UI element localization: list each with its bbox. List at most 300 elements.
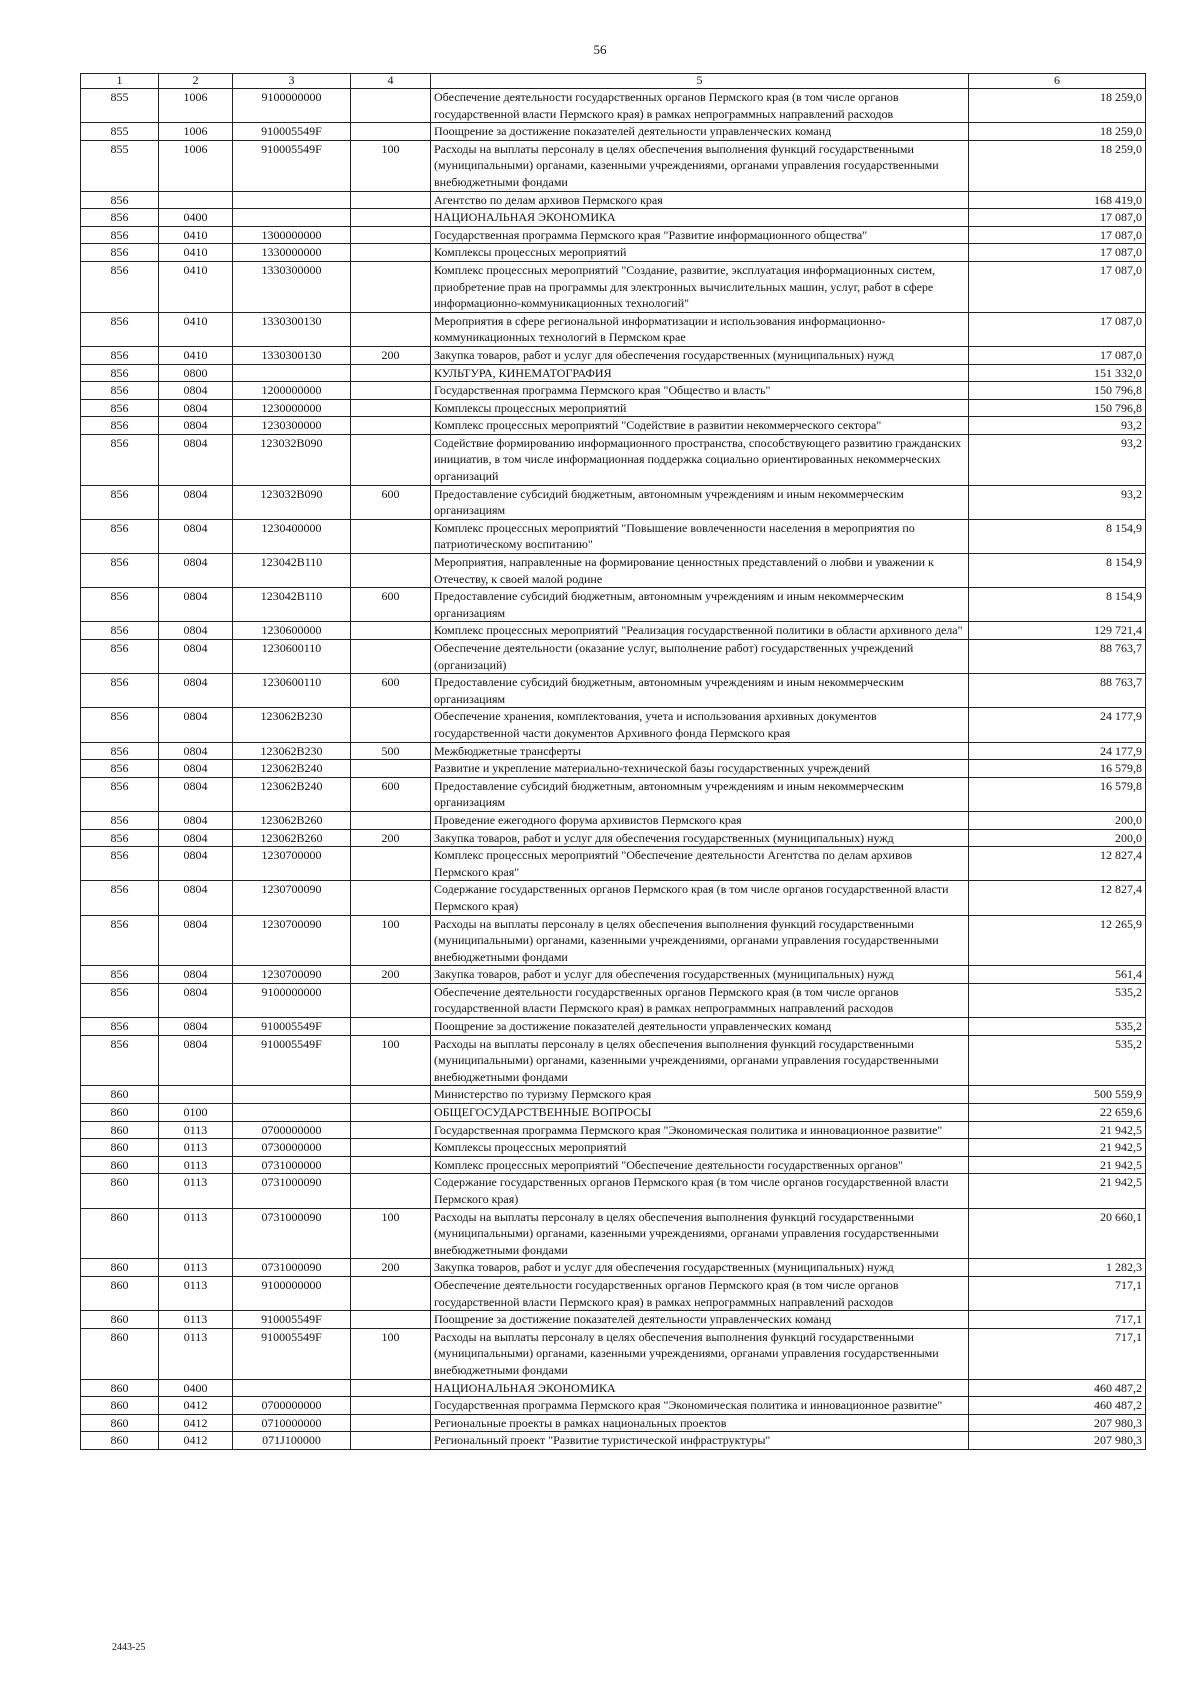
target-cell: 0710000000 [233,1414,351,1432]
header-cell-2: 2 [159,74,233,89]
section-cell: 1006 [159,89,233,123]
description-cell: Предоставление субсидий бюджетным, автономным учреждениям и иным некоммерческим организациям [431,777,969,811]
amount-cell: 8 154,9 [969,554,1146,588]
code-cell: 856 [81,1018,159,1036]
target-cell: 1230300000 [233,417,351,435]
table-row [81,554,1146,588]
table-row [81,588,1146,622]
amount-cell: 21 942,5 [969,1174,1146,1208]
amount-cell: 1 282,3 [969,1259,1146,1277]
table-row [81,382,1146,400]
expense-type-cell [351,123,431,141]
target-cell: 0700000000 [233,1397,351,1415]
header-cell-1: 1 [81,74,159,89]
expense-type-cell [351,519,431,553]
table-row [81,1174,1146,1208]
expense-type-cell [351,226,431,244]
table-row [81,312,1146,346]
section-cell: 0804 [159,742,233,760]
expense-type-cell: 100 [351,140,431,191]
code-cell: 860 [81,1432,159,1450]
expense-type-cell [351,364,431,382]
code-cell: 856 [81,777,159,811]
table-row [81,1432,1146,1450]
code-cell: 856 [81,485,159,519]
target-cell: 1230600000 [233,622,351,640]
budget-table [80,73,1146,1450]
expense-type-cell: 100 [351,1328,431,1379]
section-cell: 0804 [159,399,233,417]
section-cell: 0412 [159,1414,233,1432]
amount-cell: 12 265,9 [969,915,1146,966]
code-cell: 856 [81,674,159,708]
expense-type-cell [351,847,431,881]
code-cell: 856 [81,209,159,227]
section-cell: 0804 [159,434,233,485]
section-cell: 0804 [159,881,233,915]
description-cell: Закупка товаров, работ и услуг для обеспечения государственных (муниципальных) нужд [431,829,969,847]
amount-cell: 150 796,8 [969,399,1146,417]
code-cell: 856 [81,261,159,312]
section-cell: 0804 [159,622,233,640]
expense-type-cell [351,1276,431,1310]
amount-cell: 93,2 [969,485,1146,519]
description-cell: Закупка товаров, работ и услуг для обеспечения государственных (муниципальных) нужд [431,1259,969,1277]
target-cell: 1230700000 [233,847,351,881]
table-row [81,417,1146,435]
code-cell: 856 [81,399,159,417]
amount-cell: 16 579,8 [969,760,1146,778]
amount-cell: 535,2 [969,983,1146,1017]
expense-type-cell: 100 [351,1208,431,1259]
description-cell: Поощрение за достижение показателей деятельности управленческих команд [431,1311,969,1329]
expense-type-cell [351,382,431,400]
section-cell: 0412 [159,1397,233,1415]
target-cell: 1230600110 [233,640,351,674]
expense-type-cell [351,1121,431,1139]
code-cell: 856 [81,829,159,847]
amount-cell: 88 763,7 [969,674,1146,708]
description-cell: Комплекс процессных мероприятий "Создание, развитие, эксплуатация информационных систем, приобретение прав на программы для электронных вычислительных машин, услуг, работ в сфере информационно-коммуникационных технологий" [431,261,969,312]
description-cell: Поощрение за достижение показателей деятельности управленческих команд [431,1018,969,1036]
table-row [81,811,1146,829]
amount-cell: 12 827,4 [969,881,1146,915]
expense-type-cell [351,1311,431,1329]
section-cell: 0804 [159,1035,233,1086]
section-cell [159,1086,233,1104]
section-cell: 0113 [159,1174,233,1208]
description-cell: Содержание государственных органов Пермского края (в том числе органов государственной власти Пермского края) [431,881,969,915]
amount-cell: 21 942,5 [969,1156,1146,1174]
target-cell: 1230700090 [233,966,351,984]
target-cell: 123062В260 [233,811,351,829]
description-cell: Предоставление субсидий бюджетным, автономным учреждениям и иным некоммерческим организациям [431,674,969,708]
table-row [81,1156,1146,1174]
expense-type-cell: 600 [351,777,431,811]
section-cell: 0113 [159,1156,233,1174]
section-cell: 0804 [159,417,233,435]
code-cell: 860 [81,1086,159,1104]
table-row [81,434,1146,485]
amount-cell: 200,0 [969,829,1146,847]
description-cell: Обеспечение деятельности (оказание услуг, выполнение работ) государственных учреждений (организаций) [431,640,969,674]
description-cell: НАЦИОНАЛЬНАЯ ЭКОНОМИКА [431,209,969,227]
amount-cell: 207 980,3 [969,1414,1146,1432]
expense-type-cell [351,708,431,742]
expense-type-cell [351,1379,431,1397]
target-cell: 071J100000 [233,1432,351,1450]
amount-cell: 24 177,9 [969,708,1146,742]
target-cell: 123042В110 [233,588,351,622]
description-cell: Агентство по делам архивов Пермского края [431,191,969,209]
target-cell: 1330000000 [233,244,351,262]
target-cell: 1230400000 [233,519,351,553]
table-body [81,74,1146,1450]
target-cell: 910005549F [233,123,351,141]
expense-type-cell [351,881,431,915]
amount-cell: 460 487,2 [969,1379,1146,1397]
description-cell: Расходы на выплаты персоналу в целях обеспечения выполнения функций государственными (муниципальными) органами, казенными учреждениями, органами управления государственными внебюджетными фондами [431,915,969,966]
section-cell: 0113 [159,1328,233,1379]
target-cell [233,1104,351,1122]
code-cell: 856 [81,811,159,829]
footer-code: 2443-25 [112,1642,146,1653]
description-cell: Межбюджетные трансферты [431,742,969,760]
header-cell-5: 5 [431,74,969,89]
description-cell: Комплекс процессных мероприятий "Реализация государственной политики в области архивного дела" [431,622,969,640]
description-cell: Содержание государственных органов Пермского края (в том числе органов государственной власти Пермского края) [431,1174,969,1208]
description-cell: Комплексы процессных мероприятий [431,399,969,417]
description-cell: Комплекс процессных мероприятий "Обеспечение деятельности государственных органов" [431,1156,969,1174]
amount-cell: 21 942,5 [969,1121,1146,1139]
table-row [81,1121,1146,1139]
code-cell: 860 [81,1208,159,1259]
section-cell: 0410 [159,226,233,244]
amount-cell: 129 721,4 [969,622,1146,640]
description-cell: Министерство по туризму Пермского края [431,1086,969,1104]
section-cell: 0804 [159,708,233,742]
section-cell: 1006 [159,140,233,191]
code-cell: 860 [81,1311,159,1329]
amount-cell: 717,1 [969,1311,1146,1329]
target-cell: 9100000000 [233,89,351,123]
code-cell: 860 [81,1104,159,1122]
code-cell: 856 [81,1035,159,1086]
amount-cell: 20 660,1 [969,1208,1146,1259]
target-cell: 123062В260 [233,829,351,847]
expense-type-cell: 100 [351,915,431,966]
table-row [81,261,1146,312]
description-cell: Расходы на выплаты персоналу в целях обеспечения выполнения функций государственными (муниципальными) органами, казенными учреждениями, органами управления государственными внебюджетными фондами [431,1035,969,1086]
amount-cell: 150 796,8 [969,382,1146,400]
section-cell: 0804 [159,554,233,588]
table-row [81,1259,1146,1277]
amount-cell: 12 827,4 [969,847,1146,881]
amount-cell: 88 763,7 [969,640,1146,674]
section-cell: 0804 [159,760,233,778]
code-cell: 856 [81,742,159,760]
target-cell: 1230000000 [233,399,351,417]
description-cell: Мероприятия в сфере региональной информатизации и использования информационно-коммуникационных технологий в Пермском крае [431,312,969,346]
amount-cell: 207 980,3 [969,1432,1146,1450]
section-cell: 0410 [159,346,233,364]
table-row [81,1414,1146,1432]
section-cell: 0400 [159,1379,233,1397]
table-row [81,226,1146,244]
description-cell: Поощрение за достижение показателей деятельности управленческих команд [431,123,969,141]
amount-cell: 16 579,8 [969,777,1146,811]
expense-type-cell [351,760,431,778]
amount-cell: 22 659,6 [969,1104,1146,1122]
section-cell: 0113 [159,1311,233,1329]
target-cell [233,1379,351,1397]
table-row [81,364,1146,382]
amount-cell: 17 087,0 [969,346,1146,364]
code-cell: 856 [81,640,159,674]
table-row [81,1018,1146,1036]
amount-cell: 500 559,9 [969,1086,1146,1104]
description-cell: Комплекс процессных мероприятий "Обеспечение деятельности Агентства по делам архивов Пермского края" [431,847,969,881]
target-cell: 1200000000 [233,382,351,400]
section-cell: 0804 [159,674,233,708]
table-row [81,1379,1146,1397]
table-row [81,1139,1146,1157]
table-row [81,983,1146,1017]
description-cell: Мероприятия, направленные на формирование ценностных представлений о любви и уважении к Отечеству, к своей малой родине [431,554,969,588]
description-cell: НАЦИОНАЛЬНАЯ ЭКОНОМИКА [431,1379,969,1397]
description-cell: Комплексы процессных мероприятий [431,244,969,262]
table-row [81,829,1146,847]
code-cell: 856 [81,588,159,622]
table-row [81,622,1146,640]
amount-cell: 17 087,0 [969,312,1146,346]
target-cell: 123062В230 [233,742,351,760]
table-row [81,140,1146,191]
table-row [81,1328,1146,1379]
section-cell: 0100 [159,1104,233,1122]
amount-cell: 535,2 [969,1035,1146,1086]
expense-type-cell: 600 [351,485,431,519]
expense-type-cell [351,417,431,435]
code-cell: 856 [81,847,159,881]
amount-cell: 200,0 [969,811,1146,829]
target-cell: 1230700090 [233,881,351,915]
code-cell: 855 [81,123,159,141]
description-cell: Закупка товаров, работ и услуг для обеспечения государственных (муниципальных) нужд [431,346,969,364]
section-cell [159,191,233,209]
description-cell: Государственная программа Пермского края "Общество и власть" [431,382,969,400]
description-cell: Предоставление субсидий бюджетным, автономным учреждениям и иным некоммерческим организациям [431,485,969,519]
header-cell-6: 6 [969,74,1146,89]
code-cell: 856 [81,191,159,209]
target-cell: 9100000000 [233,1276,351,1310]
target-cell: 0731000090 [233,1259,351,1277]
code-cell: 860 [81,1414,159,1432]
description-cell: ОБЩЕГОСУДАРСТВЕННЫЕ ВОПРОСЫ [431,1104,969,1122]
table-row [81,777,1146,811]
header-row [81,74,1146,89]
section-cell: 0804 [159,983,233,1017]
expense-type-cell [351,1397,431,1415]
amount-cell: 168 419,0 [969,191,1146,209]
expense-type-cell: 200 [351,966,431,984]
code-cell: 860 [81,1276,159,1310]
amount-cell: 18 259,0 [969,140,1146,191]
amount-cell: 8 154,9 [969,588,1146,622]
amount-cell: 17 087,0 [969,244,1146,262]
code-cell: 860 [81,1397,159,1415]
target-cell: 1330300000 [233,261,351,312]
target-cell [233,364,351,382]
target-cell: 910005549F [233,1018,351,1036]
target-cell: 1230600110 [233,674,351,708]
target-cell: 1230700090 [233,915,351,966]
table-row [81,881,1146,915]
amount-cell: 8 154,9 [969,519,1146,553]
table-row [81,1035,1146,1086]
table-row [81,1086,1146,1104]
target-cell: 0731000090 [233,1174,351,1208]
section-cell: 0113 [159,1121,233,1139]
table-row [81,760,1146,778]
header-cell-3: 3 [233,74,351,89]
target-cell: 910005549F [233,1035,351,1086]
expense-type-cell: 500 [351,742,431,760]
amount-cell: 17 087,0 [969,261,1146,312]
target-cell: 0731000000 [233,1156,351,1174]
table-row [81,123,1146,141]
amount-cell: 717,1 [969,1276,1146,1310]
code-cell: 856 [81,708,159,742]
code-cell: 856 [81,346,159,364]
section-cell: 0804 [159,382,233,400]
expense-type-cell [351,1086,431,1104]
code-cell: 860 [81,1174,159,1208]
section-cell: 0804 [159,847,233,881]
table-row [81,915,1146,966]
target-cell: 910005549F [233,140,351,191]
code-cell: 856 [81,760,159,778]
description-cell: Обеспечение деятельности государственных органов Пермского края (в том числе органов государственной власти Пермского края) в рамках непрограммных направлений расходов [431,1276,969,1310]
code-cell: 860 [81,1156,159,1174]
target-cell: 123062В240 [233,760,351,778]
section-cell: 0804 [159,915,233,966]
target-cell [233,191,351,209]
section-cell: 0804 [159,829,233,847]
expense-type-cell: 600 [351,674,431,708]
page-number: 56 [593,42,607,57]
amount-cell: 18 259,0 [969,89,1146,123]
target-cell: 0700000000 [233,1121,351,1139]
section-cell: 0804 [159,588,233,622]
target-cell: 0731000090 [233,1208,351,1259]
target-cell: 123062В240 [233,777,351,811]
expense-type-cell [351,1018,431,1036]
code-cell: 860 [81,1379,159,1397]
description-cell: Комплекс процессных мероприятий "Содействие в развитии некоммерческого сектора" [431,417,969,435]
expense-type-cell [351,89,431,123]
code-cell: 856 [81,364,159,382]
section-cell: 0804 [159,777,233,811]
description-cell: Расходы на выплаты персоналу в целях обеспечения выполнения функций государственными (муниципальными) органами, казенными учреждениями, органами управления государственными внебюджетными фондами [431,1328,969,1379]
section-cell: 0113 [159,1259,233,1277]
table-row [81,847,1146,881]
table-row [81,742,1146,760]
description-cell: Расходы на выплаты персоналу в целях обеспечения выполнения функций государственными (муниципальными) органами, казенными учреждениями, органами управления государственными внебюджетными фондами [431,1208,969,1259]
code-cell: 855 [81,89,159,123]
amount-cell: 151 332,0 [969,364,1146,382]
section-cell: 1006 [159,123,233,141]
code-cell: 856 [81,983,159,1017]
code-cell: 860 [81,1259,159,1277]
code-cell: 856 [81,382,159,400]
code-cell: 856 [81,244,159,262]
code-cell: 856 [81,622,159,640]
table-row [81,1397,1146,1415]
amount-cell: 561,4 [969,966,1146,984]
expense-type-cell: 200 [351,829,431,847]
amount-cell: 24 177,9 [969,742,1146,760]
description-cell: Расходы на выплаты персоналу в целях обеспечения выполнения функций государственными (муниципальными) органами, казенными учреждениями, органами управления государственными внебюджетными фондами [431,140,969,191]
expense-type-cell [351,1104,431,1122]
expense-type-cell [351,1139,431,1157]
amount-cell: 535,2 [969,1018,1146,1036]
target-cell: 123042В110 [233,554,351,588]
target-cell: 1330300130 [233,312,351,346]
section-cell: 0800 [159,364,233,382]
amount-cell: 21 942,5 [969,1139,1146,1157]
table-row [81,1311,1146,1329]
section-cell: 0410 [159,312,233,346]
code-cell: 856 [81,554,159,588]
description-cell: Комплекс процессных мероприятий "Повышение вовлеченности населения в мероприятия по патриотическому воспитанию" [431,519,969,553]
expense-type-cell: 200 [351,1259,431,1277]
target-cell: 910005549F [233,1311,351,1329]
section-cell: 0804 [159,519,233,553]
target-cell: 9100000000 [233,983,351,1017]
code-cell: 856 [81,417,159,435]
amount-cell: 18 259,0 [969,123,1146,141]
amount-cell: 717,1 [969,1328,1146,1379]
expense-type-cell [351,1432,431,1450]
expense-type-cell [351,1156,431,1174]
table-row [81,708,1146,742]
target-cell [233,1086,351,1104]
target-cell: 123032В090 [233,485,351,519]
code-cell: 860 [81,1139,159,1157]
target-cell: 1300000000 [233,226,351,244]
code-cell: 856 [81,226,159,244]
description-cell: Проведение ежегодного форума архивистов Пермского края [431,811,969,829]
section-cell: 0410 [159,261,233,312]
expense-type-cell [351,1414,431,1432]
description-cell: Содействие формированию информационного пространства, способствующего развитию гражданских инициатив, в том числе информационная поддержка социально ориентированных некоммерческих организаций [431,434,969,485]
expense-type-cell [351,312,431,346]
code-cell: 856 [81,519,159,553]
expense-type-cell: 200 [351,346,431,364]
section-cell: 0410 [159,244,233,262]
table-row [81,346,1146,364]
section-cell: 0804 [159,966,233,984]
section-cell: 0804 [159,640,233,674]
section-cell: 0804 [159,485,233,519]
description-cell: Государственная программа Пермского края "Экономическая политика и инновационное развитие" [431,1121,969,1139]
description-cell: Комплексы процессных мероприятий [431,1139,969,1157]
expense-type-cell [351,399,431,417]
target-cell: 123032В090 [233,434,351,485]
expense-type-cell [351,209,431,227]
amount-cell: 460 487,2 [969,1397,1146,1415]
